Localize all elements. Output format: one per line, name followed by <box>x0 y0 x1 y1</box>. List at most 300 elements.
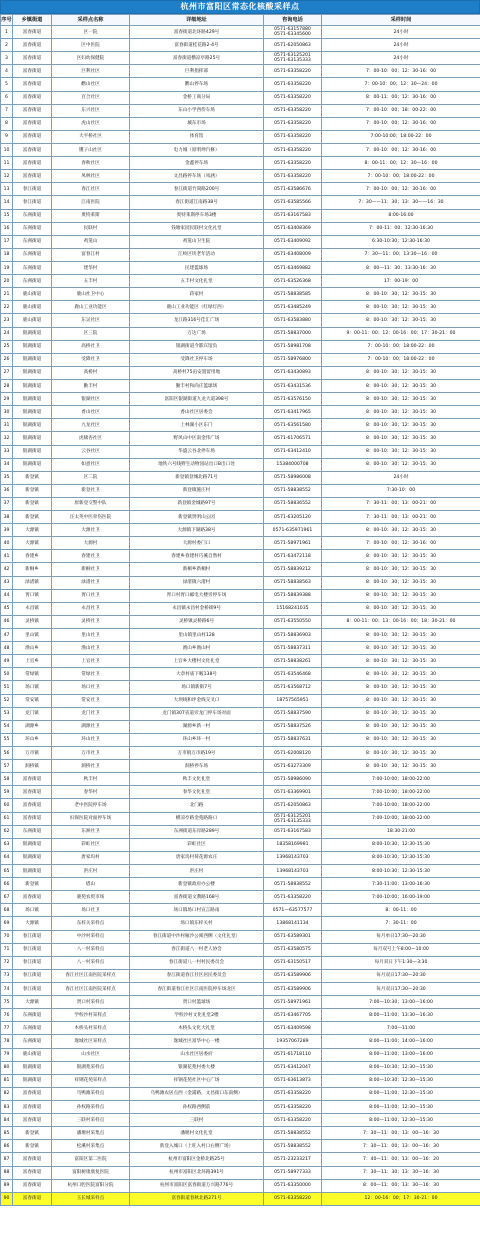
cell-phone: 0571-58837526 <box>264 720 322 733</box>
cell-index: 79 <box>1 1048 13 1061</box>
cell-site: 木桥头村采样点 <box>52 1022 130 1035</box>
cell-site: 大平桥社区 <box>52 130 130 143</box>
table-row <box>1 196 480 209</box>
cell-address: 新登镇政府办公楼 <box>130 878 264 891</box>
cell-time: 8：00-10：30；12：30-15：30 <box>322 707 480 720</box>
cell-address: 地铁六号线野生动物园站出口B出口处 <box>130 458 264 471</box>
table-row <box>1 235 480 248</box>
cell-town: 大源镇 <box>13 996 52 1009</box>
cell-phone: 0571-63350000 <box>264 1179 322 1192</box>
cell-time: 8：00-10：30；12：30-15：30 <box>322 720 480 733</box>
cell-phone: 0571-58838552 <box>264 1127 322 1140</box>
cell-site: 香山社区 <box>52 406 130 419</box>
cell-phone: 0571-58839388 <box>264 589 322 602</box>
cell-phone: 0571-63409092 <box>264 235 322 248</box>
cell-time: 8：00-10：30；12：30-15：30 <box>322 747 480 760</box>
cell-site: 春秋社区 <box>52 157 130 170</box>
cell-address: 野风山中区南金伟广场 <box>130 432 264 445</box>
cell-site: 胥口社卫 <box>52 589 130 602</box>
cell-time: 7:00-10:00；18:00-22:00 <box>322 773 480 786</box>
cell-index: 9 <box>1 130 13 143</box>
cell-phone: 0571-63576150 <box>264 393 322 406</box>
cell-address: 金桥工商分局 <box>130 91 264 104</box>
cell-index: 47 <box>1 629 13 642</box>
cell-time: 8：00-10：30；12：30-15：30 <box>322 314 480 327</box>
cell-phone: 0571-63568712 <box>264 681 322 694</box>
cell-time: 7:00-10:00；16:00-19:00 <box>322 891 480 904</box>
cell-index: 34 <box>1 458 13 471</box>
cell-site: 妇保医院对面停车场 <box>52 812 130 825</box>
table-row <box>1 1127 480 1140</box>
cell-site: 区一院 <box>52 26 130 39</box>
cell-phone: 0571-63408009 <box>264 248 322 261</box>
cell-phone: 0571-63358220 <box>264 1192 322 1205</box>
cell-town: 富春街道 <box>13 91 52 104</box>
cell-index: 54 <box>1 720 13 733</box>
cell-address: 木桥头文化大礼堂 <box>130 1022 264 1035</box>
cell-town: 上官乡 <box>13 655 52 668</box>
cell-address: 场口镇场口村宣言路南 <box>130 904 264 917</box>
table-row <box>1 406 480 419</box>
cell-phone: 0571-63417965 <box>264 406 322 419</box>
cell-index: 19 <box>1 261 13 274</box>
cell-site: 民联村 <box>52 222 130 235</box>
cell-index: 81 <box>1 1074 13 1087</box>
cell-index: 82 <box>1 1087 13 1100</box>
cell-address: 杭州市富阳区富春街道万兴路776号 <box>130 1179 264 1192</box>
cell-address: 江岭区块老年活动 <box>130 248 264 261</box>
cell-time: 8：00-10：30；12：30-15：30 <box>322 550 480 563</box>
cell-index: 40 <box>1 537 13 550</box>
cell-time: 8:00-10:30；12:30-15:30 <box>322 851 480 864</box>
cell-phone: 0571-63273309 <box>264 760 322 773</box>
cell-address: 富春街道北环路429号 <box>130 26 264 39</box>
table-row <box>1 1166 480 1179</box>
cell-address: 渔山乡渔山村 <box>130 642 264 655</box>
cell-address: 杭州市富阳区金桥北路25号 <box>130 1153 264 1166</box>
cell-phone: 15384000708 <box>264 458 322 471</box>
cell-time: 8：00-11：00；12：30—16：00 <box>322 157 480 170</box>
cell-town: 富春街道 <box>13 786 52 799</box>
cell-town: 万市镇 <box>13 747 52 760</box>
table-row <box>1 851 480 864</box>
cell-index: 86 <box>1 1140 13 1153</box>
cell-town: 环山乡 <box>13 733 52 746</box>
cell-site: 建华村 <box>52 261 130 274</box>
cell-time: 8:00—11:00；12:30—15:30 <box>322 1114 480 1127</box>
table-row <box>1 668 480 681</box>
cell-index: 6 <box>1 91 13 104</box>
cell-site: 受降社卫 <box>52 353 130 366</box>
table-row <box>1 419 480 432</box>
cell-site: 渔山社卫 <box>52 642 130 655</box>
cell-site: 镬子山社区 <box>52 143 130 156</box>
cell-town: 春江街道 <box>13 196 52 209</box>
cell-index: 37 <box>1 497 13 510</box>
cell-time: 12：00-16：00；17：30-21：00 <box>322 1192 480 1205</box>
cell-time: 7：40—11：00；13：00—16：20 <box>322 1153 480 1166</box>
cell-site: 上官社卫 <box>52 655 130 668</box>
table-row <box>1 91 480 104</box>
cell-index: 39 <box>1 524 13 537</box>
cell-site: 灵桥社卫 <box>52 615 130 628</box>
cell-phone: 0571-63412410 <box>264 445 322 458</box>
cell-time: 7：00-10：00；18:00-22：00 <box>322 340 480 353</box>
cell-site: 高桥社卫 <box>52 340 130 353</box>
cell-time: 每月双日17:30—20:30 <box>322 982 480 995</box>
cell-town: 银湖街道 <box>13 458 52 471</box>
cell-time: 7:30-11:00；13:00-16:30 <box>322 878 480 891</box>
cell-index: 43 <box>1 576 13 589</box>
sheet-title: 杭州市富阳区常态化核酸采样点 <box>0 0 480 14</box>
cell-town: 富春街道 <box>13 812 52 825</box>
cell-address: 龙江路316号佳汇广场 <box>130 314 264 327</box>
cell-phone: 0571—63577577 <box>264 904 322 917</box>
cell-line: 0571-63125201 <box>274 53 311 59</box>
cell-time: 7:00—10:30；13:00—16:00 <box>322 996 480 1009</box>
cell-town: 富春街道 <box>13 130 52 143</box>
cell-index: 67 <box>1 891 13 904</box>
cell-town: 湖源乡 <box>13 720 52 733</box>
cell-index: 85 <box>1 1127 13 1140</box>
cell-site: 区二院 <box>52 471 130 484</box>
cell-town: 新登镇 <box>13 471 52 484</box>
cell-address: 蒋家村 <box>130 288 264 301</box>
cell-line: 0571-63135333 <box>274 58 311 64</box>
cell-phone: 0571-63150517 <box>264 956 322 969</box>
cell-site: 春江社区 <box>52 183 130 196</box>
cell-phone: 13968143703 <box>264 851 322 864</box>
cell-phone: 0571-58838552 <box>264 1140 322 1153</box>
cell-address: 三联村 <box>130 1114 264 1127</box>
cell-address: 万市镇万市路19号 <box>130 747 264 760</box>
col-header-time: 采样时间 <box>322 15 480 26</box>
cell-time: 8：00-10：30；12：30-15：30 <box>322 524 480 537</box>
cell-time: 8：00-11：00 <box>322 904 480 917</box>
cell-address: 银湖花苑村委大楼 <box>130 1061 264 1074</box>
cell-index: 60 <box>1 799 13 812</box>
cell-time: 每月双日17:30—20:30 <box>322 969 480 982</box>
cell-phone: 0571-63583880 <box>264 314 322 327</box>
cell-address: 春江街道八一村老人协会 <box>130 943 264 956</box>
table-row <box>1 117 480 130</box>
cell-site: 玉长城采样点 <box>52 1192 130 1205</box>
cell-town: 银湖街道 <box>13 1074 52 1087</box>
table-row <box>1 969 480 982</box>
cell-address: 大源村委门口 <box>130 537 264 550</box>
table-row <box>1 629 480 642</box>
cell-time: 17：00-19：00 <box>322 275 480 288</box>
table-row <box>1 760 480 773</box>
cell-site: 彩虹社区 <box>52 838 130 851</box>
table-row <box>1 340 480 353</box>
cell-site: 春华村 <box>52 786 130 799</box>
cell-index: 16 <box>1 222 13 235</box>
cell-town: 场口镇 <box>13 681 52 694</box>
cell-time: 7：30—11：30；13：30—16：30 <box>322 1166 480 1179</box>
cell-site: 凤林社区 <box>52 170 130 183</box>
cell-index: 10 <box>1 143 13 156</box>
table-row <box>1 393 480 406</box>
cell-time: 8：00—11：00；13：30—16：30 <box>322 1179 480 1192</box>
cell-town: 洞桥镇 <box>13 760 52 773</box>
cell-index: 66 <box>1 878 13 891</box>
cell-site: 东兴社区 <box>52 104 130 117</box>
cell-town: 东洲街道 <box>13 1009 52 1022</box>
sampling-table <box>0 14 480 1206</box>
cell-index: 52 <box>1 694 13 707</box>
cell-address: 大坝线和坪金线交叉口 <box>130 694 264 707</box>
cell-index: 8 <box>1 117 13 130</box>
cell-town: 银湖街道 <box>13 445 52 458</box>
cell-town: 渔山乡 <box>13 642 52 655</box>
cell-time: 8:00—11:00；14:00—16:00 <box>322 1035 480 1048</box>
cell-site: 东洲社卫 <box>52 825 130 838</box>
cell-address: 电力城（原明坤汽修） <box>130 143 264 156</box>
table-row <box>1 563 480 576</box>
cell-site: 塔山 <box>52 878 130 891</box>
table-row <box>1 956 480 969</box>
table-row <box>1 379 480 392</box>
cell-time: 7：00-10：00；18:00-22：00 <box>322 353 480 366</box>
cell-town: 新登镇 <box>13 497 52 510</box>
cell-site: 奥特莱斯 <box>52 209 130 222</box>
cell-time: 7：30-11：00；13：00-21：00 <box>322 497 480 510</box>
table-row <box>1 1192 480 1205</box>
cell-phone: 0571-58839212 <box>264 563 322 576</box>
table-row <box>1 681 480 694</box>
cell-town: 鹿山街道 <box>13 301 52 314</box>
cell-time: 24小时 <box>322 471 480 484</box>
table-row <box>1 524 480 537</box>
cell-time: 8：00-10：30；12：30-15：30 <box>322 379 480 392</box>
cell-address: 上林湖小区东门 <box>130 419 264 432</box>
cell-time: 8：00-10：30；12：30-15：30 <box>322 563 480 576</box>
cell-phone: 0571-23233217 <box>264 1153 322 1166</box>
cell-index: 63 <box>1 838 13 851</box>
cell-index: 30 <box>1 406 13 419</box>
cell-index: 22 <box>1 301 13 314</box>
cell-site: 常绿社卫 <box>52 668 130 681</box>
cell-town: 银湖街道 <box>13 865 52 878</box>
cell-time: 8：00-10：30；12：30-15：30 <box>322 694 480 707</box>
cell-phone: 0571-58837311 <box>264 642 322 655</box>
cell-address: 春江街道江南路38号 <box>130 196 264 209</box>
cell-phone: 0571-61706571 <box>264 432 322 445</box>
table-row <box>1 327 480 340</box>
cell-town: 春江街道 <box>13 956 52 969</box>
table-row <box>1 1074 480 1087</box>
cell-address: 山水社区居委府 <box>130 1048 264 1061</box>
cell-town: 银湖街道 <box>13 340 52 353</box>
cell-index: 87 <box>1 1153 13 1166</box>
cell-address: 富春街道春秋北路271号 <box>130 1192 264 1205</box>
cell-time: 7：30—11：00；13：00—16：30 <box>322 1127 480 1140</box>
cell-address: 春江街道竹简路200号 <box>130 183 264 196</box>
cell-town: 大源镇 <box>13 537 52 550</box>
cell-index: 15 <box>1 209 13 222</box>
cell-phone: 0571-63586676 <box>264 183 322 196</box>
col-header-address: 详细地址 <box>130 15 264 26</box>
table-row <box>1 104 480 117</box>
cell-phone: 0571-58981708 <box>264 340 322 353</box>
cell-town: 春江街道 <box>13 982 52 995</box>
cell-site: 虎山社区 <box>52 117 130 130</box>
cell-phone: 0571-58838552 <box>264 484 322 497</box>
cell-index: 58 <box>1 773 13 786</box>
cell-site: 中沙村采样点 <box>52 930 130 943</box>
cell-phone: 0571-63358220 <box>264 78 322 91</box>
cell-site: 洞桥社卫 <box>52 760 130 773</box>
cell-site: 渌渚社卫 <box>52 576 130 589</box>
cell-site: 区三院 <box>52 327 130 340</box>
cell-index: 13 <box>1 183 13 196</box>
cell-address: 金鑫停车场 <box>130 157 264 170</box>
cell-site: 洪庄村 <box>52 865 130 878</box>
cell-town: 东洲街道 <box>13 209 52 222</box>
cell-phone: 18358169981 <box>264 838 322 851</box>
cell-site: 虎啸杏社区 <box>52 432 130 445</box>
table-row <box>1 445 480 458</box>
cell-phone: 19357067289 <box>264 1035 322 1048</box>
cell-town: 东洲街道 <box>13 248 52 261</box>
table-row <box>1 642 480 655</box>
cell-address: 新登镇金城路97号 <box>130 497 264 510</box>
cell-address: 湖源乡新一村 <box>130 720 264 733</box>
cell-index: 27 <box>1 366 13 379</box>
cell-town: 新登镇 <box>13 511 52 524</box>
cell-address: 鹳山停车场 <box>130 78 264 91</box>
cell-site: 潘堰村采集点 <box>52 1127 130 1140</box>
cell-phone: 0571-63167583 <box>264 825 322 838</box>
cell-site: 富阳树康康复医院 <box>52 1166 130 1179</box>
table-row <box>1 157 480 170</box>
table-row <box>1 1048 480 1061</box>
cell-index: 72 <box>1 956 13 969</box>
cell-index: 5 <box>1 78 13 91</box>
cell-time: 7：00-10：00；12：30-16：00 <box>322 143 480 156</box>
cell-site: 新登社卫 <box>52 484 130 497</box>
cell-address: 万达广场 <box>130 327 264 340</box>
cell-time: 8：00-10：30；12：30-15：30 <box>322 655 480 668</box>
cell-site: 场口社卫 <box>52 904 130 917</box>
cell-town: 里山镇 <box>13 629 52 642</box>
cell-address: 北门路 <box>130 799 264 812</box>
table-body <box>1 26 480 1206</box>
cell-town: 东洲街道 <box>13 222 52 235</box>
cell-phone <box>264 52 322 65</box>
cell-phone: 0571-58838585 <box>264 288 322 301</box>
cell-address: 城东市场 <box>130 117 264 130</box>
cell-index: 26 <box>1 353 13 366</box>
cell-address: 春建乡春建村巧溪自然村 <box>130 550 264 563</box>
cell-phone: 13868141134 <box>264 917 322 930</box>
cell-time: 每月双号上午8:00—10:00 <box>322 943 480 956</box>
cell-address: 灵桥镇灵桥路6号 <box>130 615 264 628</box>
cell-town: 场口镇 <box>13 904 52 917</box>
cell-address: 文昌路停车场（凤涵） <box>130 170 264 183</box>
cell-site: 山水社区 <box>52 1048 130 1061</box>
cell-site: 鸡笼山 <box>52 235 130 248</box>
table-row <box>1 1087 480 1100</box>
cell-index: 3 <box>1 52 13 65</box>
table-row <box>1 130 480 143</box>
table-row <box>1 52 480 65</box>
cell-address: 春江街道春江社区居民委员会 <box>130 969 264 982</box>
cell-town: 永昌镇 <box>13 602 52 615</box>
cell-phone: 0571-58836552 <box>264 497 322 510</box>
cell-site: 高桥村 <box>52 366 130 379</box>
cell-address: 彩虹社区 <box>130 838 264 851</box>
cell-phone: 0571-63550550 <box>264 615 322 628</box>
table-row <box>1 209 480 222</box>
cell-index: 69 <box>1 917 13 930</box>
cell-phone: 0571-58838261 <box>264 655 322 668</box>
cell-phone: 0571-63469882 <box>264 261 322 274</box>
cell-time: 7：30—11：00；13：00—16：30 <box>322 1140 480 1153</box>
cell-index: 57 <box>1 760 13 773</box>
cell-town: 大源镇 <box>13 917 52 930</box>
table-row <box>1 720 480 733</box>
cell-phone: 0571-63358220 <box>264 1100 322 1113</box>
table-row <box>1 799 480 812</box>
cell-time: 8：00-10：30；12：30-15：30 <box>322 589 480 602</box>
cell-phone: 0571-63561580 <box>264 419 322 432</box>
cell-address: 春华文化礼堂 <box>130 786 264 799</box>
cell-site: 里山社卫 <box>52 629 130 642</box>
cell-site: 春江社区江南医院采样点 <box>52 969 130 982</box>
cell-index: 4 <box>1 65 13 78</box>
cell-phone: 0571-63409598 <box>264 1022 322 1035</box>
cell-time: 8：00-10：30；12：30-15：30 <box>322 366 480 379</box>
cell-time: 7：00-10：00；18：00-22：00 <box>322 104 480 117</box>
cell-phone: 0571-63408369 <box>264 222 322 235</box>
cell-phone <box>264 26 322 39</box>
cell-site: 松溪村采集点 <box>52 1140 130 1153</box>
cell-time: 7：30-11：00；13：00-21：00 <box>322 511 480 524</box>
cell-site: 鹿山工业功能区 <box>52 301 130 314</box>
cell-phone: 0571-58837000 <box>264 327 322 340</box>
cell-address: 春江街道八一村村民委员会 <box>130 956 264 969</box>
cell-phone: 0571-58837590 <box>264 707 322 720</box>
cell-town: 银湖街道 <box>13 838 52 851</box>
cell-site: 老中医院停车场 <box>52 799 130 812</box>
cell-site: 区妇幼保健院 <box>52 52 130 65</box>
cell-town: 春建乡 <box>13 550 52 563</box>
cell-phone: 13968143703 <box>264 865 322 878</box>
cell-time: 8:00-10:30；12:30-15:30 <box>322 838 480 851</box>
cell-town: 富春街道 <box>13 799 52 812</box>
cell-address: 龙门镇307省道旁龙门停车场对面 <box>130 707 264 720</box>
cell-site: 江南医院 <box>52 196 130 209</box>
cell-index: 12 <box>1 170 13 183</box>
cell-index: 33 <box>1 445 13 458</box>
cell-index: 76 <box>1 1009 13 1022</box>
cell-site: 环山社卫 <box>52 733 130 746</box>
cell-town: 新登镇 <box>13 1127 52 1140</box>
cell-address: 鹿山工业功能区（红绿灯西） <box>130 301 264 314</box>
cell-phone: 0571-63585566 <box>264 196 322 209</box>
cell-index: 73 <box>1 969 13 982</box>
cell-time: 7：00-10：00；12：30-16：00 <box>322 65 480 78</box>
cell-site: 鹳山社区 <box>52 78 130 91</box>
cell-site: 如意社区 <box>52 458 130 471</box>
cell-line: 0571-63135333 <box>274 818 311 824</box>
cell-phone: 0571-58838563 <box>264 576 322 589</box>
cell-site: 富春江村 <box>52 248 130 261</box>
cell-phone: 0571-63205120 <box>264 511 322 524</box>
cell-town: 东洲街道 <box>13 275 52 288</box>
